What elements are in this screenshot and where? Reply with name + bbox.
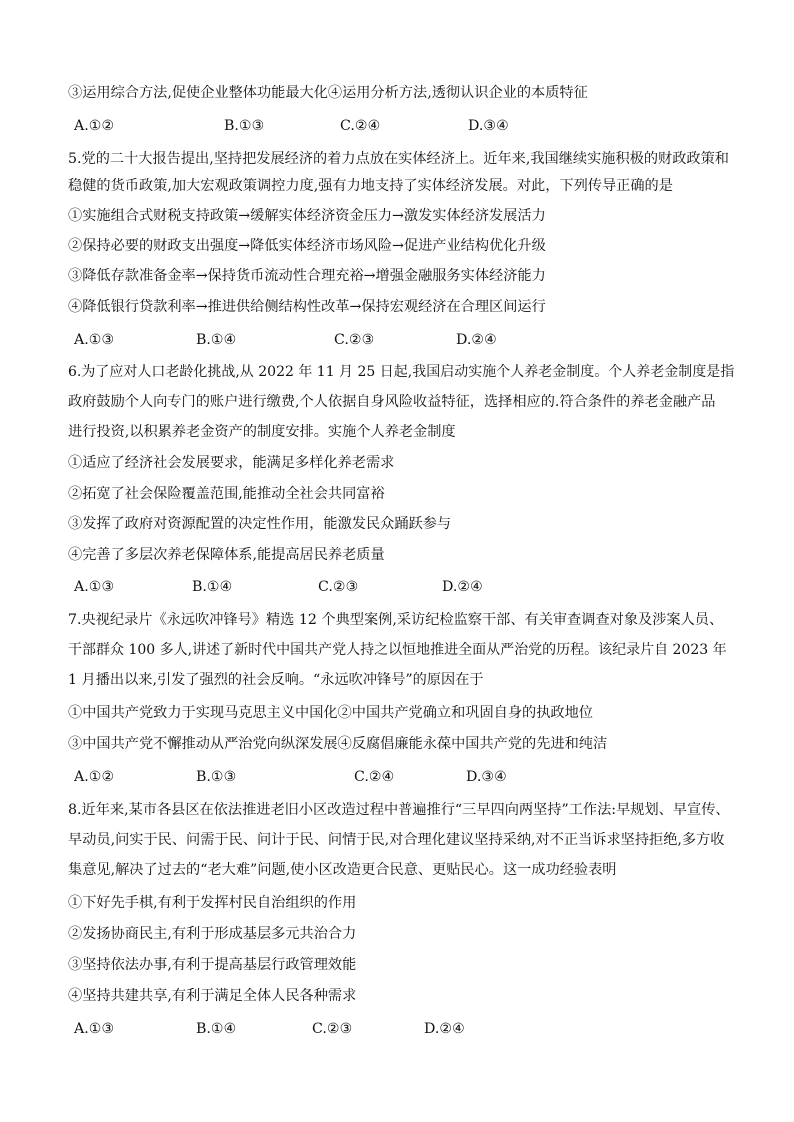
question-6-choices bbox=[68, 577, 748, 597]
question-8-statement: ②发扬协商民主,有利于形成基层多元共治合力 bbox=[68, 926, 357, 942]
question-7-stem-line: 7.央视纪录片《永远吹冲锋号》精选 12 个典型案例,采访纪检监察干部、有关审查调查对象及涉案人员、 bbox=[68, 612, 724, 628]
question-8-stem-line: 集意见,解决了过去的“老大难”问题,使小区改造更合民意、更贴民心。这一成功经验表明 bbox=[68, 862, 617, 878]
question-7-statement: ①中国共产党致力于实现马克思主义中国化②中国共产党确立和巩固自身的执政地位 bbox=[68, 705, 593, 721]
question-8-statement: ④坚持共建共享,有利于满足全体人民各种需求 bbox=[68, 988, 357, 1004]
question-5-statement: ④降低银行贷款利率→推进供给侧结构性改革→保持宏观经济在合理区间运行 bbox=[68, 299, 546, 315]
question-5-statement: ①实施组合式财税支持政策→缓解实体经济资金压力→激发实体经济发展活力 bbox=[68, 208, 546, 224]
choice-a[interactable]: A.①② bbox=[74, 769, 115, 785]
question-8-choices bbox=[68, 1019, 748, 1039]
choice-a[interactable]: A.①② bbox=[74, 118, 115, 134]
question-6-statement: ①适应了经济社会发展要求，能满足多样化养老需求 bbox=[68, 455, 395, 471]
question-5-statement: ②保持必要的财政支出强度→降低实体经济市场风险→促进产业结构优化升级 bbox=[68, 238, 546, 254]
question-4-choices bbox=[68, 116, 748, 136]
choice-c[interactable]: C.②④ bbox=[354, 769, 395, 785]
question-7-stem-line: 1 月播出以来,引发了强烈的社会反响。“永远吹冲锋号”的原因在于 bbox=[68, 672, 484, 688]
choice-a[interactable]: A.①③ bbox=[74, 332, 115, 348]
question-7-choices bbox=[68, 767, 748, 787]
question-6-statement: ③发挥了政府对资源配置的决定性作用，能激发民众踊跃参与 bbox=[68, 516, 452, 532]
question-8-statement: ③坚持依法办事,有利于提高基层行政管理效能 bbox=[68, 957, 357, 973]
choice-d[interactable]: D.③④ bbox=[466, 769, 507, 785]
choice-b[interactable]: B.①③ bbox=[196, 769, 237, 785]
question-7-stem-line: 干部群众 100 多人,讲述了新时代中国共产党人持之以恒地推进全面从严治党的历程。该纪录片自 2023 年 bbox=[68, 642, 727, 658]
question-6-stem-line: 政府鼓励个人向专门的账户进行缴费,个人依据自身风险收益特征，选择相应的.符合条件的养老金融产品 bbox=[68, 394, 716, 410]
question-6-stem-line: 6.为了应对人口老龄化挑战,从 2022 年 11 月 25 日起,我国启动实施个人养老金制度。个人养老金制度是指 bbox=[68, 364, 735, 380]
question-6-statement: ④完善了多层次养老保障体系,能提高居民养老质量 bbox=[68, 547, 385, 563]
question-8-stem-line: 早动员,问实于民、问需于民、问计于民、问情于民,对合理化建议坚持采纳,对不正当诉求坚持拒绝,多方收 bbox=[68, 832, 725, 848]
question-6-statement: ②拓宽了社会保险覆盖范围,能推动全社会共同富裕 bbox=[68, 486, 385, 502]
question-6-stem-line: 进行投资,以积累养老金资产的制度安排。实施个人养老金制度 bbox=[68, 424, 456, 440]
choice-d[interactable]: D.②④ bbox=[456, 332, 497, 348]
choice-b[interactable]: B.①④ bbox=[196, 1021, 237, 1037]
choice-a[interactable]: A.①③ bbox=[74, 579, 115, 595]
choice-d[interactable]: D.②④ bbox=[442, 579, 483, 595]
choice-c[interactable]: C.②③ bbox=[318, 579, 359, 595]
question-5-stem-line: 稳健的货币政策,加大宏观政策调控力度,强有力地支持了实体经济发展。对此，下列传导正确的是 bbox=[68, 178, 673, 194]
choice-c[interactable]: C.②③ bbox=[312, 1021, 353, 1037]
question-8-stem-line: 8.近年来,某市各县区在依法推进老旧小区改造过程中普遍推行“三早四向两坚持”工作法:早规划、早宣传、 bbox=[68, 802, 730, 818]
choice-c[interactable]: C.②④ bbox=[340, 118, 381, 134]
choice-d[interactable]: D.③④ bbox=[468, 118, 509, 134]
choice-d[interactable]: D.②④ bbox=[424, 1021, 465, 1037]
choice-b[interactable]: B.①④ bbox=[192, 579, 233, 595]
question-5-stem-line: 5.党的二十大报告提出,坚持把发展经济的着力点放在实体经济上。近年来,我国继续实施积极的财政政策和 bbox=[68, 151, 729, 167]
question-4-option-line: ③运用综合方法,促使企业整体功能最大化④运用分析方法,透彻认识企业的本质特征 bbox=[68, 85, 588, 101]
choice-a[interactable]: A.①③ bbox=[74, 1021, 115, 1037]
question-8-statement: ①下好先手棋,有利于发挥村民自治组织的作用 bbox=[68, 895, 357, 911]
question-5-choices bbox=[68, 330, 748, 350]
choice-c[interactable]: C.②③ bbox=[334, 332, 375, 348]
choice-b[interactable]: B.①④ bbox=[196, 332, 237, 348]
choice-b[interactable]: B.①③ bbox=[224, 118, 265, 134]
question-5-statement: ③降低存款准备金率→保持货币流动性合理充裕→增强金融服务实体经济能力 bbox=[68, 268, 546, 284]
question-7-statement: ③中国共产党不懈推动从严治党向纵深发展④反腐倡廉能永葆中国共产党的先进和纯洁 bbox=[68, 736, 608, 752]
